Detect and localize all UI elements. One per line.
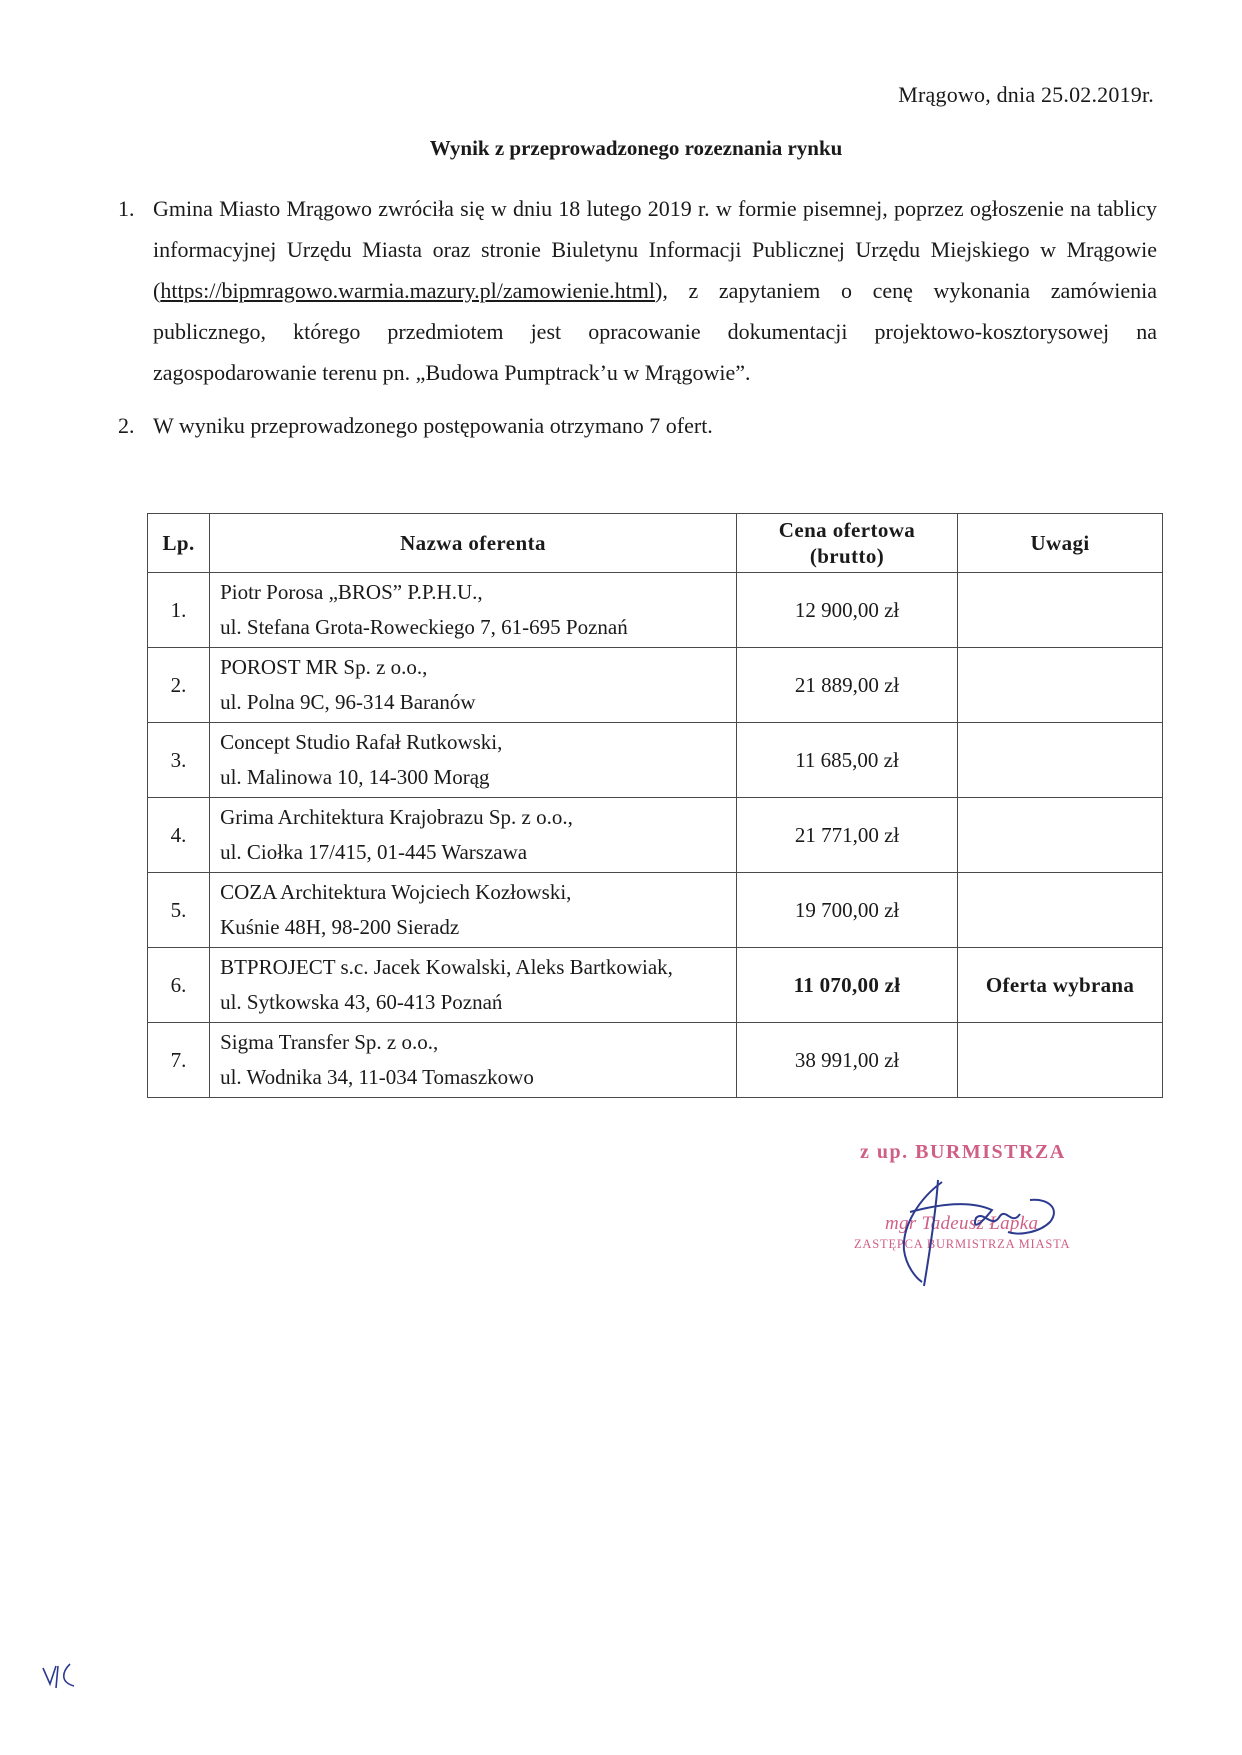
row-notes <box>958 573 1163 648</box>
stamp-name: mgr Tadeusz Łapka <box>885 1213 1039 1234</box>
row-lp: 3. <box>148 723 210 798</box>
offeror-address: ul. Malinowa 10, 14-300 Morąg <box>220 765 490 789</box>
offeror-name: BTPROJECT s.c. Jacek Kowalski, Aleks Bartkowiak, <box>220 955 673 979</box>
offeror-name: Concept Studio Rafał Rutkowski, <box>220 730 503 754</box>
document-title: Wynik z przeprowadzonego rozeznania rynku <box>429 136 843 160</box>
row-price: 19 700,00 zł <box>736 873 957 948</box>
offeror-name: COZA Architektura Wojciech Kozłowski, <box>220 880 572 904</box>
point-text-after-link: ), z zapytaniem o cenę wykonania zamówienia publicznego, którego przedmiotem jest opracowanie dokumentacji projektowo-kosztorysowej na zagospodarowanie terenu pn. „Budowa Pumptrack’u w Mrągowie”. <box>153 278 1157 385</box>
date-line: Mrągowo, dnia 25.02.2019r. <box>898 82 1154 107</box>
handwritten-signature <box>880 1170 1070 1290</box>
point-text-before-link: Gmina Miasto Mrągowo zwróciła się w dniu 18 lutego 2019 r. w formie pisemnej, poprzez ogłoszenie na tablicy informacyjnej Urzędu Miasta oraz stronie Biuletynu Informacji Publicznej Urzędu Miejskiego w Mrągowie ( <box>153 196 1157 303</box>
row-lp: 2. <box>148 648 210 723</box>
handwritten-initials <box>40 1660 80 1692</box>
row-lp: 6. <box>148 948 210 1023</box>
row-offeror <box>210 798 737 873</box>
table-row <box>148 873 1163 948</box>
header-lp: Lp. <box>148 514 210 573</box>
stamp-role: ZASTĘPCA BURMISTRZA MIASTA <box>854 1237 1071 1251</box>
row-price: 38 991,00 zł <box>736 1023 957 1098</box>
table-row <box>148 648 1163 723</box>
row-price: 12 900,00 zł <box>736 573 957 648</box>
offeror-address: Kuśnie 48H, 98-200 Sieradz <box>220 915 460 939</box>
table-header-row <box>148 514 1163 573</box>
point-1 <box>112 188 1157 393</box>
header-name: Nazwa oferenta <box>210 514 737 573</box>
point-2 <box>112 405 1157 446</box>
row-price: 11 685,00 zł <box>736 723 957 798</box>
row-lp: 7. <box>148 1023 210 1098</box>
row-offeror <box>210 723 737 798</box>
point-text: W wyniku przeprowadzonego postępowania otrzymano 7 ofert. <box>153 413 713 438</box>
offeror-address: ul. Ciołka 17/415, 01-445 Warszawa <box>220 840 528 864</box>
row-notes <box>958 873 1163 948</box>
row-offeror <box>210 648 737 723</box>
offeror-name: POROST MR Sp. z o.o., <box>220 655 428 679</box>
header-notes: Uwagi <box>958 514 1163 573</box>
row-notes <box>958 1023 1163 1098</box>
row-offeror <box>210 948 737 1023</box>
table-row <box>148 573 1163 648</box>
row-lp: 4. <box>148 798 210 873</box>
offeror-name: Sigma Transfer Sp. z o.o., <box>220 1030 439 1054</box>
point-number: 2. <box>118 413 135 438</box>
offeror-name: Grima Architektura Krajobrazu Sp. z o.o., <box>220 805 573 829</box>
row-notes <box>958 723 1163 798</box>
row-notes: Oferta wybrana <box>958 948 1163 1023</box>
header-price-line1: Cena ofertowa <box>778 518 916 542</box>
row-price: 21 889,00 zł <box>736 648 957 723</box>
numbered-points <box>112 188 1157 446</box>
stamp-heading: z up. BURMISTRZA <box>860 1141 1066 1163</box>
offeror-address: ul. Polna 9C, 96-314 Baranów <box>220 690 476 714</box>
row-price: 11 070,00 zł <box>736 948 957 1023</box>
row-price: 21 771,00 zł <box>736 798 957 873</box>
bip-link[interactable]: https://bipmragowo.warmia.mazury.pl/zamowienie.html <box>160 278 656 303</box>
row-lp: 1. <box>148 573 210 648</box>
row-offeror <box>210 573 737 648</box>
offers-table <box>147 513 1163 1098</box>
offeror-address: ul. Sytkowska 43, 60-413 Poznań <box>220 990 503 1014</box>
header-price-line2: (brutto) <box>809 544 885 568</box>
row-offeror <box>210 1023 737 1098</box>
offeror-address: ul. Stefana Grota-Roweckiego 7, 61-695 Poznań <box>220 615 628 639</box>
offeror-name: Piotr Porosa „BROS” P.P.H.U., <box>220 580 483 604</box>
row-notes <box>958 798 1163 873</box>
table-row <box>148 798 1163 873</box>
row-notes <box>958 648 1163 723</box>
point-number: 1. <box>118 196 135 221</box>
table-row-selected <box>148 948 1163 1023</box>
row-offeror <box>210 873 737 948</box>
table-row <box>148 1023 1163 1098</box>
header-price <box>736 514 957 573</box>
row-lp: 5. <box>148 873 210 948</box>
offeror-address: ul. Wodnika 34, 11-034 Tomaszkowo <box>220 1065 534 1089</box>
table-row <box>148 723 1163 798</box>
